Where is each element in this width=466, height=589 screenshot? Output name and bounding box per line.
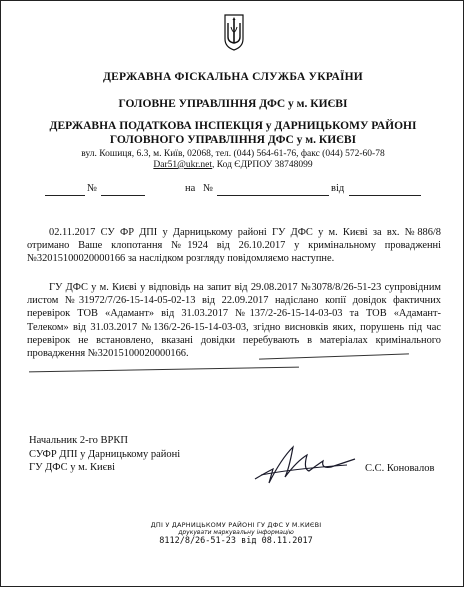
inspection-title-line1: ДЕРЖАВНА ПОДАТКОВА ІНСПЕКЦІЯ у ДАРНИЦЬКОМУ РАЙОНІ [49,120,417,132]
in-reply-label: на [185,183,196,194]
reply-date-blank [349,183,421,196]
trident-emblem-icon [222,13,246,51]
number-symbol-2: № [203,183,214,194]
body-paragraph-2: ГУ ДФС у м. Києві у відповідь на запит від 29.08.2017 №3078/8/26-51-23 супровідним листом №31972/7/26-15-14-05-02-13 від 22.09.2017 надіслано копії довідок фактичних перевірок ТОВ «Адамант» від 31.03.2017 №137/2-26-15-14-03-03 та ТОВ «Адамант-Телеком» від 31.03.2017 №136/2-26-15-14-03-03, згідно висновків яких, порушень під час перевірок не встановлено, вказані довідки перебувають в матеріалах кримінального провадження №32015100020000166. [27,282,441,360]
email-link[interactable]: Dar51@ukr.net [153,160,212,170]
registration-stamp [131,521,341,546]
stamp-note: друкувати маркувальну інформацію [178,529,294,536]
address-line: вул. Кошиця, 6.3, м. Київ, 02068, тел. (044) 564-61-76, факс (044) 572-60-78 [81,149,385,159]
body-paragraph-1: 02.11.2017 СУ ФР ДПІ у Дарницькому районі ГУ ДФС у м. Києві за вх. №886/8 отримано Ваше клопотання №1924 від 26.10.2017 у кримінальному провадженні №32015100020000166 за наслідком розгляду повідомляємо наступне. [27,227,441,265]
stamp-office: ДПІ У ДАРНИЦЬКОМУ РАЙОНІ ГУ ДФС У М.КИЄВІ [150,521,322,529]
inspection-title [1,119,465,147]
stamp-registration-number: 8112/8/26-51-23 від 08.11.2017 [159,536,313,546]
contact-line [1,160,465,171]
signatory-title [29,434,180,475]
signatory-title-line2: СУФР ДПІ у Дарницькому районі [29,448,181,460]
inspection-title-line2: ГОЛОВНОГО УПРАВЛІННЯ ДФС у м. КИЄВІ [109,134,357,146]
department-title: ГОЛОВНЕ УПРАВЛІННЯ ДФС у м. КИЄВІ [118,98,348,110]
signatory-name: С.С. Коновалов [365,463,435,474]
handwritten-underline [29,367,299,373]
signatory-title-line1: Начальник 2-го ВРКП [29,435,128,446]
signatory-title-line3: ГУ ДФС у м. Києві [29,462,115,473]
number-blank [101,183,145,196]
agency-title: ДЕРЖАВНА ФІСКАЛЬНА СЛУЖБА УКРАЇНИ [103,71,363,83]
number-symbol: № [87,183,98,194]
date-blank [45,183,85,196]
from-label: від [331,183,345,194]
reply-number-blank [217,183,329,196]
handwritten-signature [251,439,361,487]
edrpou-code: , Код ЄДРПОУ 38748099 [212,160,313,170]
address-block [1,149,465,171]
